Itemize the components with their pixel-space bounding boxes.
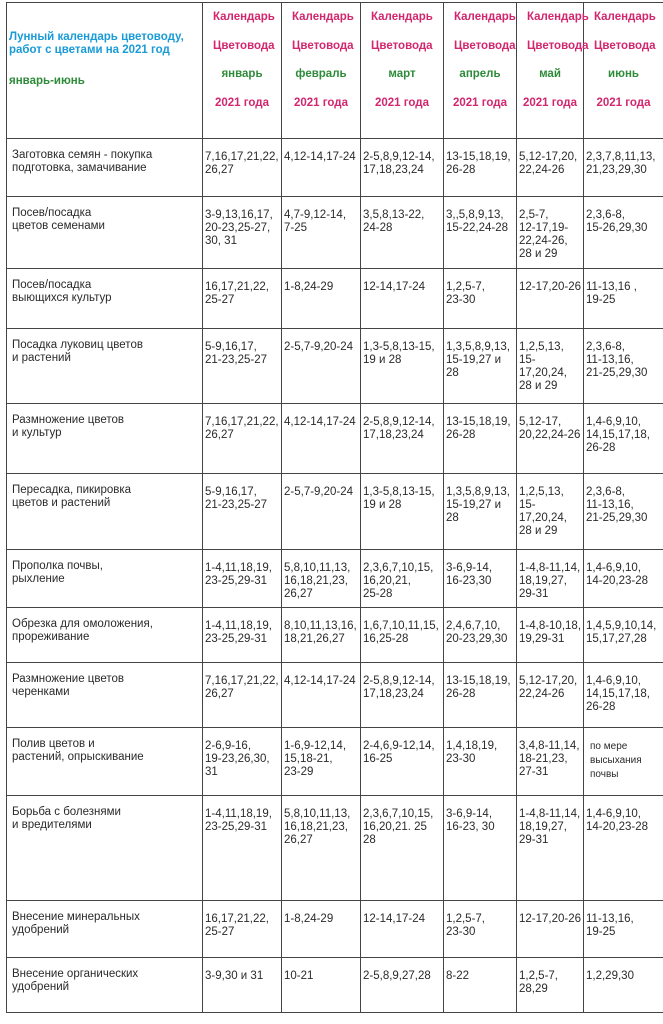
date-cell: 1,4-6,9,10, 14,15,17,18, 26-28 <box>584 404 663 474</box>
date-cell: 1,4-6,9,10, 14,15,17,18, 26-28 <box>584 663 663 728</box>
date-cell: 1,3,5,8,9,13, 15-19,27 и 28 <box>444 474 517 550</box>
date-cell: 2,3,6,7,10,15, 16,20,21. 25 28 <box>361 796 444 901</box>
table-row <box>7 608 663 663</box>
date-cell: 1,2,5,13, 15- 17,20,24, 28 и 29 <box>517 474 584 550</box>
date-cell: 1,3-5,8,13-15, 19 и 28 <box>361 474 444 550</box>
task-name: Посев/посадка выющихся культур <box>7 269 203 329</box>
date-cell: 3,4,8-11,14, 18-21,23, 27-31 <box>517 728 584 796</box>
month-name: апрель <box>459 68 501 80</box>
table-row <box>7 197 663 269</box>
date-cell: 10-21 <box>282 958 361 1013</box>
calendar-label: Календарь <box>292 11 354 23</box>
task-name: Внесение минеральных удобрений <box>7 901 203 958</box>
date-cell: 2,3,6-8, 15-26,29,30 <box>584 197 663 269</box>
month-name: февраль <box>295 68 347 80</box>
month-header <box>584 3 663 139</box>
task-name: Размножение цветов и культур <box>7 404 203 474</box>
date-cell: 2-5,7-9,20-24 <box>282 329 361 404</box>
task-name: Борьба с болезнями и вредителями <box>7 796 203 901</box>
date-cell: 1-8,24-29 <box>282 269 361 329</box>
lunar-calendar-table <box>6 2 663 1013</box>
table-row <box>7 550 663 608</box>
date-cell: 11-13,16, 19-25 <box>584 901 663 958</box>
date-cell: 5,12-17,20, 22,24-26 <box>517 663 584 728</box>
table-row <box>7 796 663 901</box>
date-cell: 1,2,5-7, 23-30 <box>444 901 517 958</box>
header-row <box>7 3 663 139</box>
date-cell: 1-8,24-29 <box>282 901 361 958</box>
date-cell: 1-4,11,18,19, 23-25,29-31 <box>203 550 282 608</box>
date-cell: 7,16,17,21,22, 26,27 <box>203 663 282 728</box>
date-cell: 7,16,17,21,22, 26,27 <box>203 139 282 197</box>
date-cell: 1,2,5-7, 23-30 <box>444 269 517 329</box>
year-label: 2021 года <box>215 97 269 109</box>
date-cell: 3-9,13,16,17, 20-23,25-27, 30, 31 <box>203 197 282 269</box>
date-cell: 12-17,20-26 <box>517 269 584 329</box>
year-label: 2021 года <box>375 97 429 109</box>
date-cell: 1,2,29,30 <box>584 958 663 1013</box>
date-cell: 3-9,30 и 31 <box>203 958 282 1013</box>
month-header <box>282 3 361 139</box>
date-cell: 8-22 <box>444 958 517 1013</box>
task-name: Полив цветов и растений, опрыскивание <box>7 728 203 796</box>
date-cell: 2,3,7,8,11,13, 21,23,29,30 <box>584 139 663 197</box>
date-cell: 4,12-14,17-24 <box>282 404 361 474</box>
date-cell: по мере высыхания почвы <box>584 728 663 796</box>
date-cell: 3,5,8,13-22, 24-28 <box>361 197 444 269</box>
task-name: Посев/посадка цветов семенами <box>7 197 203 269</box>
date-cell: 5-9,16,17, 21-23,25-27 <box>203 474 282 550</box>
date-cell: 4,7-9,12-14, 7-25 <box>282 197 361 269</box>
date-cell: 1,2,5,13, 15- 17,20,24, 28 и 29 <box>517 329 584 404</box>
date-cell: 3-6,9-14, 16-23, 30 <box>444 796 517 901</box>
date-cell: 1,3-5,8,13-15, 19 и 28 <box>361 329 444 404</box>
table-row <box>7 139 663 197</box>
table-row <box>7 663 663 728</box>
task-name: Обрезка для омоложения, прореживание <box>7 608 203 663</box>
gardener-label: Цветовода <box>454 40 516 52</box>
month-name: январь <box>221 68 263 80</box>
date-cell: 8,10,11,13,16, 18,21,26,27 <box>282 608 361 663</box>
date-cell: 2-5,8,9,27,28 <box>361 958 444 1013</box>
calendar-label: Календарь <box>454 11 516 23</box>
date-cell: 12-14,17-24 <box>361 269 444 329</box>
date-cell: 2-4,6,9-12,14, 16-25 <box>361 728 444 796</box>
date-cell: 4,12-14,17-24 <box>282 663 361 728</box>
date-cell: 2,3,6-8, 11-13,16, 21-25,29,30 <box>584 474 663 550</box>
date-cell: 16,17,21,22, 25-27 <box>203 269 282 329</box>
date-cell: 12-17,20-26 <box>517 901 584 958</box>
date-cell: 13-15,18,19, 26-28 <box>444 139 517 197</box>
date-cell: 7,16,17,21,22, 26,27 <box>203 404 282 474</box>
date-cell: 5,8,10,11,13, 16,18,21,23, 26,27 <box>282 796 361 901</box>
task-name: Внесение органических удобрений <box>7 958 203 1013</box>
table-title-cell <box>7 3 203 139</box>
date-cell: 13-15,18,19, 26-28 <box>444 663 517 728</box>
date-cell: 2,3,6-8, 11-13,16, 21-25,29,30 <box>584 329 663 404</box>
calendar-label: Календарь <box>371 11 433 23</box>
date-cell: 16,17,21,22, 25-27 <box>203 901 282 958</box>
calendar-label: Календарь <box>527 11 589 23</box>
date-cell: 1,3,5,8,9,13, 15-19,27 и 28 <box>444 329 517 404</box>
table-row <box>7 474 663 550</box>
date-cell: 2-6,9-16, 19-23,26,30, 31 <box>203 728 282 796</box>
date-cell: 1,4,5,9,10,14, 15,17,27,28 <box>584 608 663 663</box>
period-label: январь-июнь <box>9 75 85 87</box>
date-cell: 5,8,10,11,13, 16,18,21,23, 26,27 <box>282 550 361 608</box>
year-label: 2021 года <box>294 97 348 109</box>
year-label: 2021 года <box>523 97 577 109</box>
task-name: Заготовка семян - покупка подготовка, замачивание <box>7 139 203 197</box>
date-cell: 2-5,7-9,20-24 <box>282 474 361 550</box>
gardener-label: Цветовода <box>213 40 275 52</box>
task-name: Прополка почвы, рыхление <box>7 550 203 608</box>
calendar-label: Календарь <box>594 11 656 23</box>
date-cell: 1,6,7,10,11,15, 16,25-28 <box>361 608 444 663</box>
month-header <box>517 3 589 139</box>
table-row <box>7 269 663 329</box>
date-cell: 1,4-6,9,10, 14-20,23-28 <box>584 550 663 608</box>
date-cell: 2,5-7, 12-17,19- 22,24-26, 28 и 29 <box>517 197 584 269</box>
date-cell: 3-6,9-14, 16-23,30 <box>444 550 517 608</box>
table-row <box>7 404 663 474</box>
date-cell: 1,4-6,9,10, 14-20,23-28 <box>584 796 663 901</box>
table-title: Лунный календарь цветоводу, работ с цветами на 2021 год <box>9 31 184 56</box>
date-cell: 2,4,6,7,10, 20-23,29,30 <box>444 608 517 663</box>
month-name: март <box>388 68 416 80</box>
date-cell: 5,12-17,20, 22,24-26 <box>517 139 584 197</box>
date-cell: 1-4,11,18,19, 23-25,29-31 <box>203 608 282 663</box>
month-name: июнь <box>608 68 639 80</box>
date-cell: 13-15,18,19, 26-28 <box>444 404 517 474</box>
month-header <box>361 3 444 139</box>
gardener-label: Цветовода <box>292 40 354 52</box>
gardener-label: Цветовода <box>594 40 656 52</box>
date-cell: 4,12-14,17-24 <box>282 139 361 197</box>
date-cell: 1,2,5-7, 28,29 <box>517 958 584 1013</box>
month-header <box>444 3 517 139</box>
date-cell: 1-4,11,18,19, 23-25,29-31 <box>203 796 282 901</box>
month-name: май <box>539 68 561 80</box>
gardener-label: Цветовода <box>371 40 433 52</box>
date-cell: 5-9,16,17, 21-23,25-27 <box>203 329 282 404</box>
date-cell: 12-14,17-24 <box>361 901 444 958</box>
date-cell: 5,12-17, 20,22,24-26 <box>517 404 584 474</box>
date-cell: 1-6,9-12,14, 15,18-21, 23-29 <box>282 728 361 796</box>
date-cell: 1-4,8-10,18, 19,29-31 <box>517 608 584 663</box>
month-header <box>203 3 282 139</box>
table-row <box>7 958 663 1013</box>
calendar-label: Календарь <box>213 11 275 23</box>
date-cell: 3,,5,8,9,13, 15-22,24-28 <box>444 197 517 269</box>
date-cell: 2-5,8,9,12-14, 17,18,23,24 <box>361 404 444 474</box>
date-cell: 1-4,8-11,14, 18,19,27, 29-31 <box>517 550 584 608</box>
date-cell: 1-4,8-11,14, 18,19,27, 29-31 <box>517 796 584 901</box>
table-row <box>7 728 663 796</box>
date-cell: 2-5,8,9,12-14, 17,18,23,24 <box>361 139 444 197</box>
date-cell: 2-5,8,9,12-14, 17,18,23,24 <box>361 663 444 728</box>
task-name: Пересадка, пикировка цветов и растений <box>7 474 203 550</box>
date-cell: 1,4,18,19, 23-30 <box>444 728 517 796</box>
date-cell: 2,3,6,7,10,15, 16,20,21, 25-28 <box>361 550 444 608</box>
task-name: Посадка луковиц цветов и растений <box>7 329 203 404</box>
task-name: Размножение цветов черенками <box>7 663 203 728</box>
gardener-label: Цветовода <box>527 40 589 52</box>
table-row <box>7 901 663 958</box>
table-row <box>7 329 663 404</box>
year-label: 2021 года <box>453 97 507 109</box>
date-cell: 11-13,16 , 19-25 <box>584 269 663 329</box>
year-label: 2021 года <box>596 97 651 109</box>
